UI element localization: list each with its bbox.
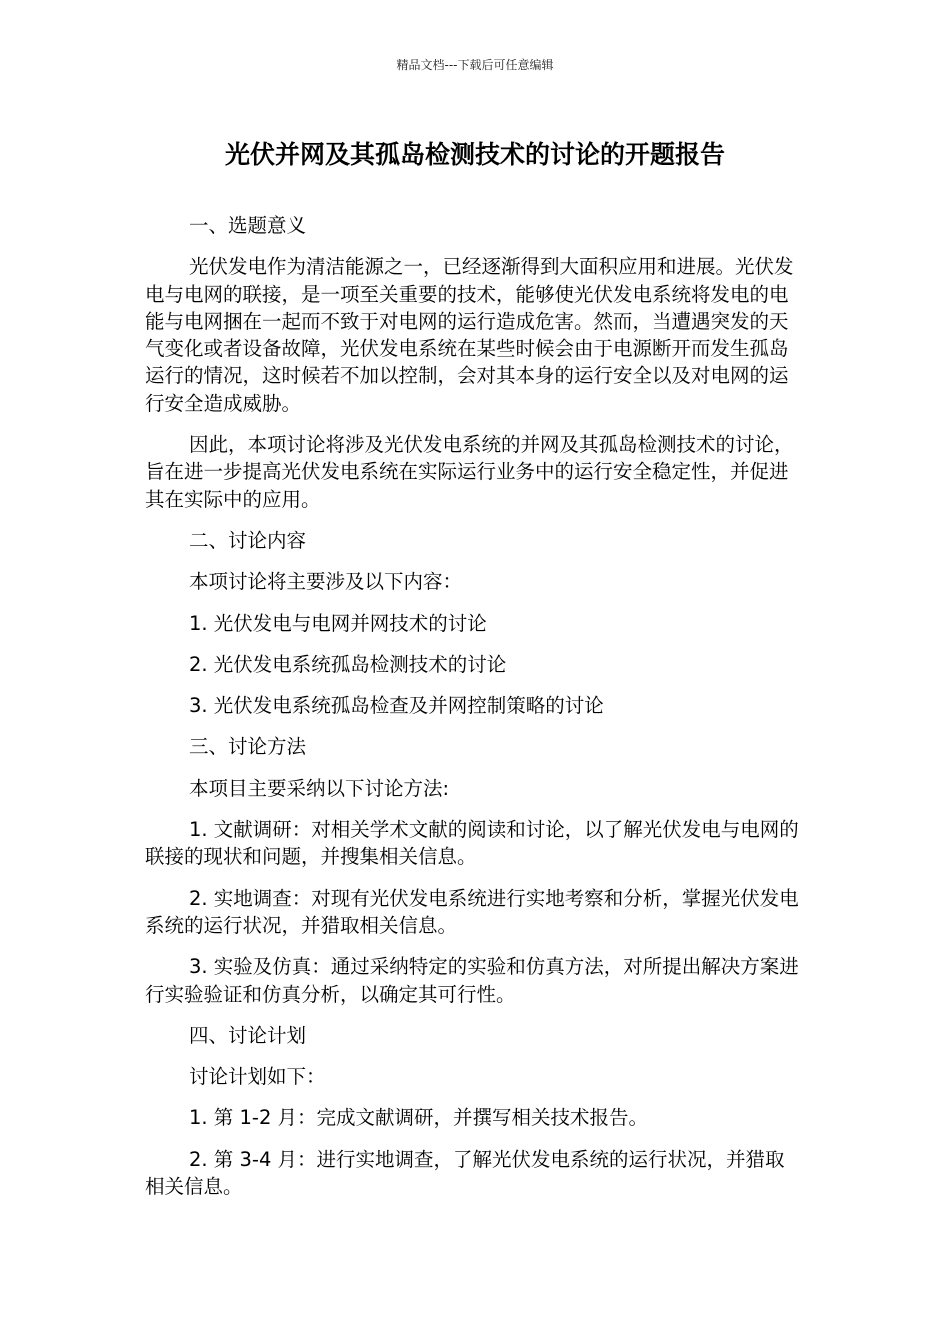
section-heading-significance: 一、选题意义 <box>189 214 307 237</box>
section-heading-methods: 三、讨论方法 <box>189 735 307 759</box>
paragraph-significance: 光伏发电作为清洁能源之一，已经逐渐得到大面积应用和进展。光伏发电与电网的联接，是一项至关重要的技术，能够使光伏发电系统将发电的电能与电网捆在一起而不致于对电网的运行造成危害。然而，当遭遇突发的天气变化或者设备故障，光伏发电系统在某些时候会由于电源断开而发生孤岛运行的情况，这时候若不加以控制，会对其本身的运行安全以及对电网的运行安全造成威胁。 <box>145 255 794 415</box>
section-heading-plan: 四、讨论计划 <box>189 1023 307 1047</box>
paragraph-content-intro: 本项讨论将主要涉及以下内容： <box>189 570 463 594</box>
list-item-method-2: 2. 实地调查：对现有光伏发电系统进行实地考察和分析，掌握光伏发电系统的运行状况，并猎取相关信息。 <box>145 886 799 937</box>
section-heading-content: 二、讨论内容 <box>189 528 307 552</box>
list-item-content-1: 1. 光伏发电与电网并网技术的讨论 <box>189 611 487 635</box>
list-item-plan-2: 2. 第 3-4 月：进行实地调查，了解光伏发电系统的运行状况，并猎取相关信息。 <box>145 1147 785 1199</box>
list-item-content-2: 2. 光伏发电系统孤岛检测技术的讨论 <box>189 652 507 676</box>
list-item-content-3: 3. 光伏发电系统孤岛检查及并网控制策略的讨论 <box>189 694 604 718</box>
header-note: 精品文档---下载后可任意编辑 <box>396 58 554 72</box>
document-title: 光伏并网及其孤岛检测技术的讨论的开题报告 <box>224 140 725 169</box>
list-item-plan-1: 1. 第 1-2 月：完成文献调研，并撰写相关技术报告。 <box>189 1106 649 1130</box>
paragraph-plan-intro: 讨论计划如下： <box>189 1065 326 1089</box>
paragraph-purpose: 因此，本项讨论将涉及光伏发电系统的并网及其孤岛检测技术的讨论，旨在进一步提高光伏发电系统在实际运行业务中的运行安全稳定性，并促进其在实际中的应用。 <box>145 433 794 511</box>
list-item-method-1: 1. 文献调研：对相关学术文献的阅读和讨论，以了解光伏发电与电网的联接的现状和问题，并搜集相关信息。 <box>145 818 799 869</box>
document-body <box>145 212 800 1214</box>
list-item-method-3: 3. 实验及仿真：通过采纳特定的实验和仿真方法，对所提出解决方案进行实验验证和仿真分析，以确定其可行性。 <box>145 955 799 1006</box>
paragraph-methods-intro: 本项目主要采纳以下讨论方法: <box>189 776 450 800</box>
